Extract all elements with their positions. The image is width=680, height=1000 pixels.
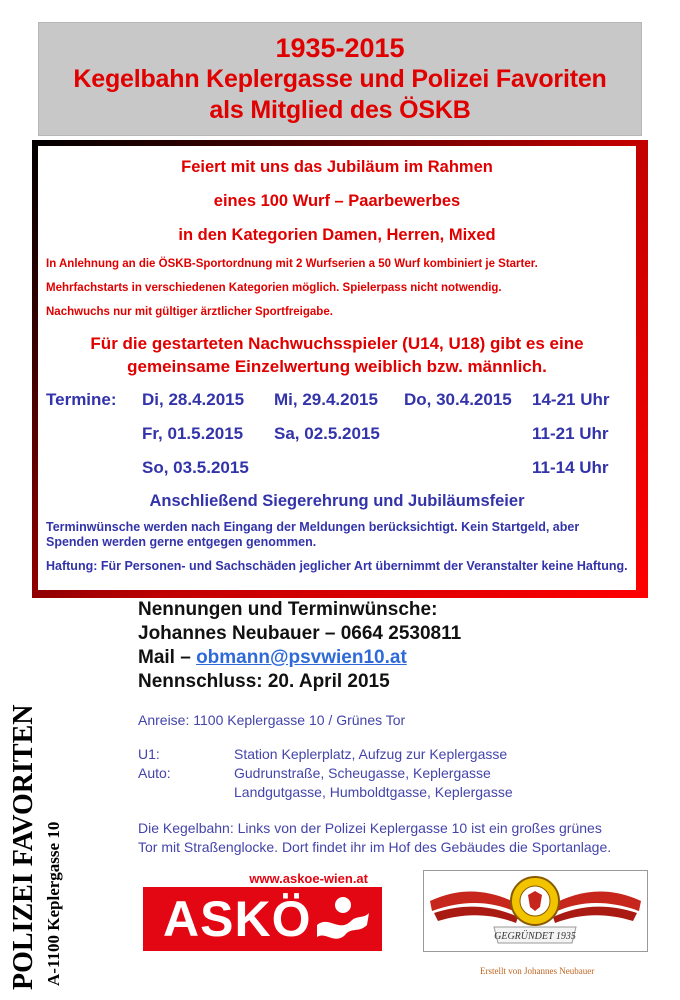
contact-mail [138,646,638,670]
auto-value: Landgutgasse, Humboldtgasse, Keplergasse [234,784,513,800]
schedule-date: Sa, 02.5.2015 [274,424,380,443]
liability-note: Haftung: Für Personen- und Sachschäden jeglicher Art übernimmt der Veranstalter keine Haftung. [46,559,628,573]
auto-label: Auto: [138,765,171,781]
event-header [38,22,642,136]
contact-heading: Nennungen und Terminwünsche: [138,599,438,620]
schedule-table [46,384,628,486]
schedule-note: Terminwünsche werden nach Eingang der Meldungen berücksichtigt. Kein Startgeld, aber Spenden werden gerne entgegen genommen. [46,520,580,549]
invitation-line-2: eines 100 Wurf – Paarbewerbes [213,192,461,210]
directions-description [138,819,658,857]
rule-line-2: Mehrfachstarts in verschiedenen Kategorien möglich. Spielerpass nicht notwendig. [46,282,502,294]
main-box [38,146,636,590]
auto-value: Gudrunstraße, Scheugasse, Keplergasse [234,765,491,781]
rule-line-1: In Anlehnung an die ÖSKB-Sportordnung mit 2 Wurfserien a 50 Wurf kombiniert je Starter. [46,258,538,270]
schedule-date: Di, 28.4.2015 [142,390,245,409]
schedule-date: So, 03.5.2015 [142,458,249,477]
schedule-date: Do, 30.4.2015 [404,390,512,409]
schedule-time: 14-21 Uhr [532,390,610,409]
description-line: Tor mit Straßenglocke. Dort findet ihr im Hof des Gebäudes die Sportanlage. [138,839,612,855]
contact-block [138,598,638,694]
schedule-date: Mi, 29.4.2015 [274,390,378,409]
contact-person: Johannes Neubauer – 0664 2530811 [138,623,462,644]
askoe-banner [143,887,382,951]
u1-value: Station Keplerplatz, Aufzug zur Keplergasse [234,746,508,762]
askoe-url: www.askoe-wien.at [249,871,368,886]
club-seal-logo [423,870,648,952]
mail-link[interactable]: obmann@psvwien10.at [196,647,407,668]
description-line: Die Kegelbahn: Links von der Polizei Keplergasse 10 ist ein großes grünes [138,820,602,836]
mail-label: Mail – [138,647,197,668]
schedule-time: 11-21 Uhr [532,424,609,443]
invitation-line-1: Feiert mit uns das Jubiläum im Rahmen [181,158,493,176]
header-title: Kegelbahn Keplergasse und Polizei Favoriten [73,64,607,93]
askoe-name: ASKÖ [163,891,312,947]
u1-label: U1: [138,746,160,762]
side-title: POLIZEI FAVORITEN [8,704,39,990]
schedule-date: Fr, 01.5.2015 [142,424,244,443]
ceremony-note: Anschließend Siegerehrung und Jubiläumsfeier [149,492,525,510]
rule-line-3: Nachwuchs nur mit gültiger ärztlicher Sportfreigabe. [46,306,333,318]
invitation-line-3: in den Kategorien Damen, Herren, Mixed [178,226,496,244]
header-subtitle: als Mitglied des ÖSKB [209,95,471,124]
directions-transport [138,745,638,805]
askoe-figure-icon [311,893,373,947]
header-years: 1935-2015 [275,32,405,63]
side-address: A-1100 Keplergasse 10 [44,821,63,986]
schedule-time: 11-14 Uhr [532,458,609,477]
club-seal-icon [424,871,647,951]
credit-line: Erstellt von Johannes Neubauer [480,966,595,976]
deadline: Nennschluss: 20. April 2015 [138,671,390,692]
schedule-label: Termine: [46,390,117,409]
askoe-logo [143,869,382,951]
seal-founded-text: GEGRÜNDET 1935 [494,931,576,942]
directions-anreise: Anreise: 1100 Keplergasse 10 / Grünes Tor [138,712,406,728]
youth-ranking-note: Für die gestarteten Nachwuchsspieler (U14, U18) gibt es eine gemeinsame Einzelwertung weiblich bzw. männlich. [90,334,584,376]
